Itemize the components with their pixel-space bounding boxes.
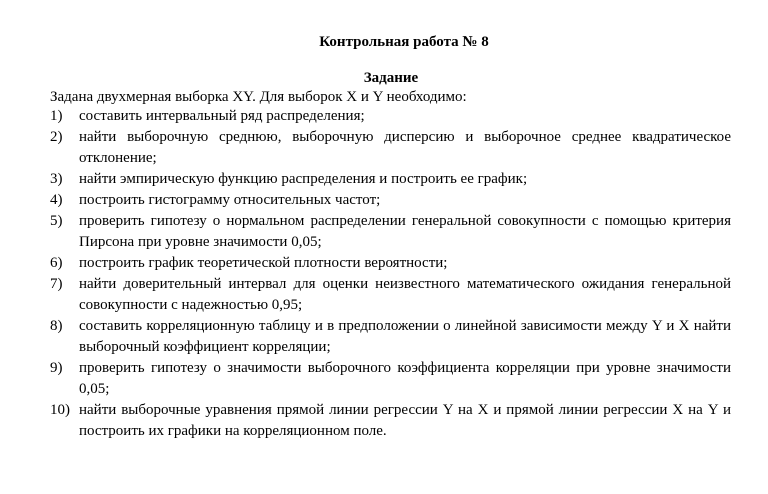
task-text: найти выборочные уравнения прямой линии регрессии Y на X и прямой линии регрессии X на Y и построить их графики на корреляционном поле.: [79, 402, 731, 439]
task-text: составить интервальный ряд распределения;: [79, 108, 365, 124]
task-text: найти выборочную среднюю, выборочную дисперсию и выборочное среднее квадратическое отклонение;: [79, 129, 731, 166]
task-item-3: [50, 169, 731, 190]
task-item-2: [50, 127, 731, 169]
task-list: [50, 106, 731, 442]
task-number: 3): [50, 171, 63, 187]
task-item-6: [50, 253, 731, 274]
task-number: 10): [50, 402, 70, 418]
task-text: составить корреляционную таблицу и в предположении о линейной зависимости между Y и X найти выборочный коэффициент корреляции;: [79, 318, 731, 355]
task-item-1: [50, 106, 731, 127]
task-number: 2): [50, 129, 63, 145]
task-number: 4): [50, 192, 63, 208]
task-number: 5): [50, 213, 63, 229]
task-item-9: [50, 358, 731, 400]
task-heading: Задание: [363, 70, 419, 86]
task-intro: Задана двухмерная выборка XY. Для выборок X и Y необходимо:: [50, 89, 467, 105]
task-text: найти эмпирическую функцию распределения и построить ее график;: [79, 171, 528, 187]
task-text: построить гистограмму относительных частот;: [79, 192, 381, 208]
task-item-10: [50, 400, 731, 442]
task-number: 1): [50, 108, 63, 124]
task-number: 8): [50, 318, 63, 334]
task-number: 7): [50, 276, 63, 292]
task-item-5: [50, 211, 731, 253]
task-number: 6): [50, 255, 63, 271]
task-item-7: [50, 274, 731, 316]
task-text: построить график теоретической плотности вероятности;: [79, 255, 448, 271]
task-number: 9): [50, 360, 63, 376]
task-text: найти доверительный интервал для оценки неизвестного математического ожидания генеральной совокупности с надежностью 0,95;: [79, 276, 731, 313]
task-item-4: [50, 190, 731, 211]
document-title: Контрольная работа № 8: [319, 34, 489, 50]
task-item-8: [50, 316, 731, 358]
task-text: проверить гипотезу о нормальном распределении генеральной совокупности с помощью критерия Пирсона при уровне значимости 0,05;: [79, 213, 731, 250]
task-text: проверить гипотезу о значимости выборочного коэффициента корреляции при уровне значимости 0,05;: [79, 360, 731, 397]
